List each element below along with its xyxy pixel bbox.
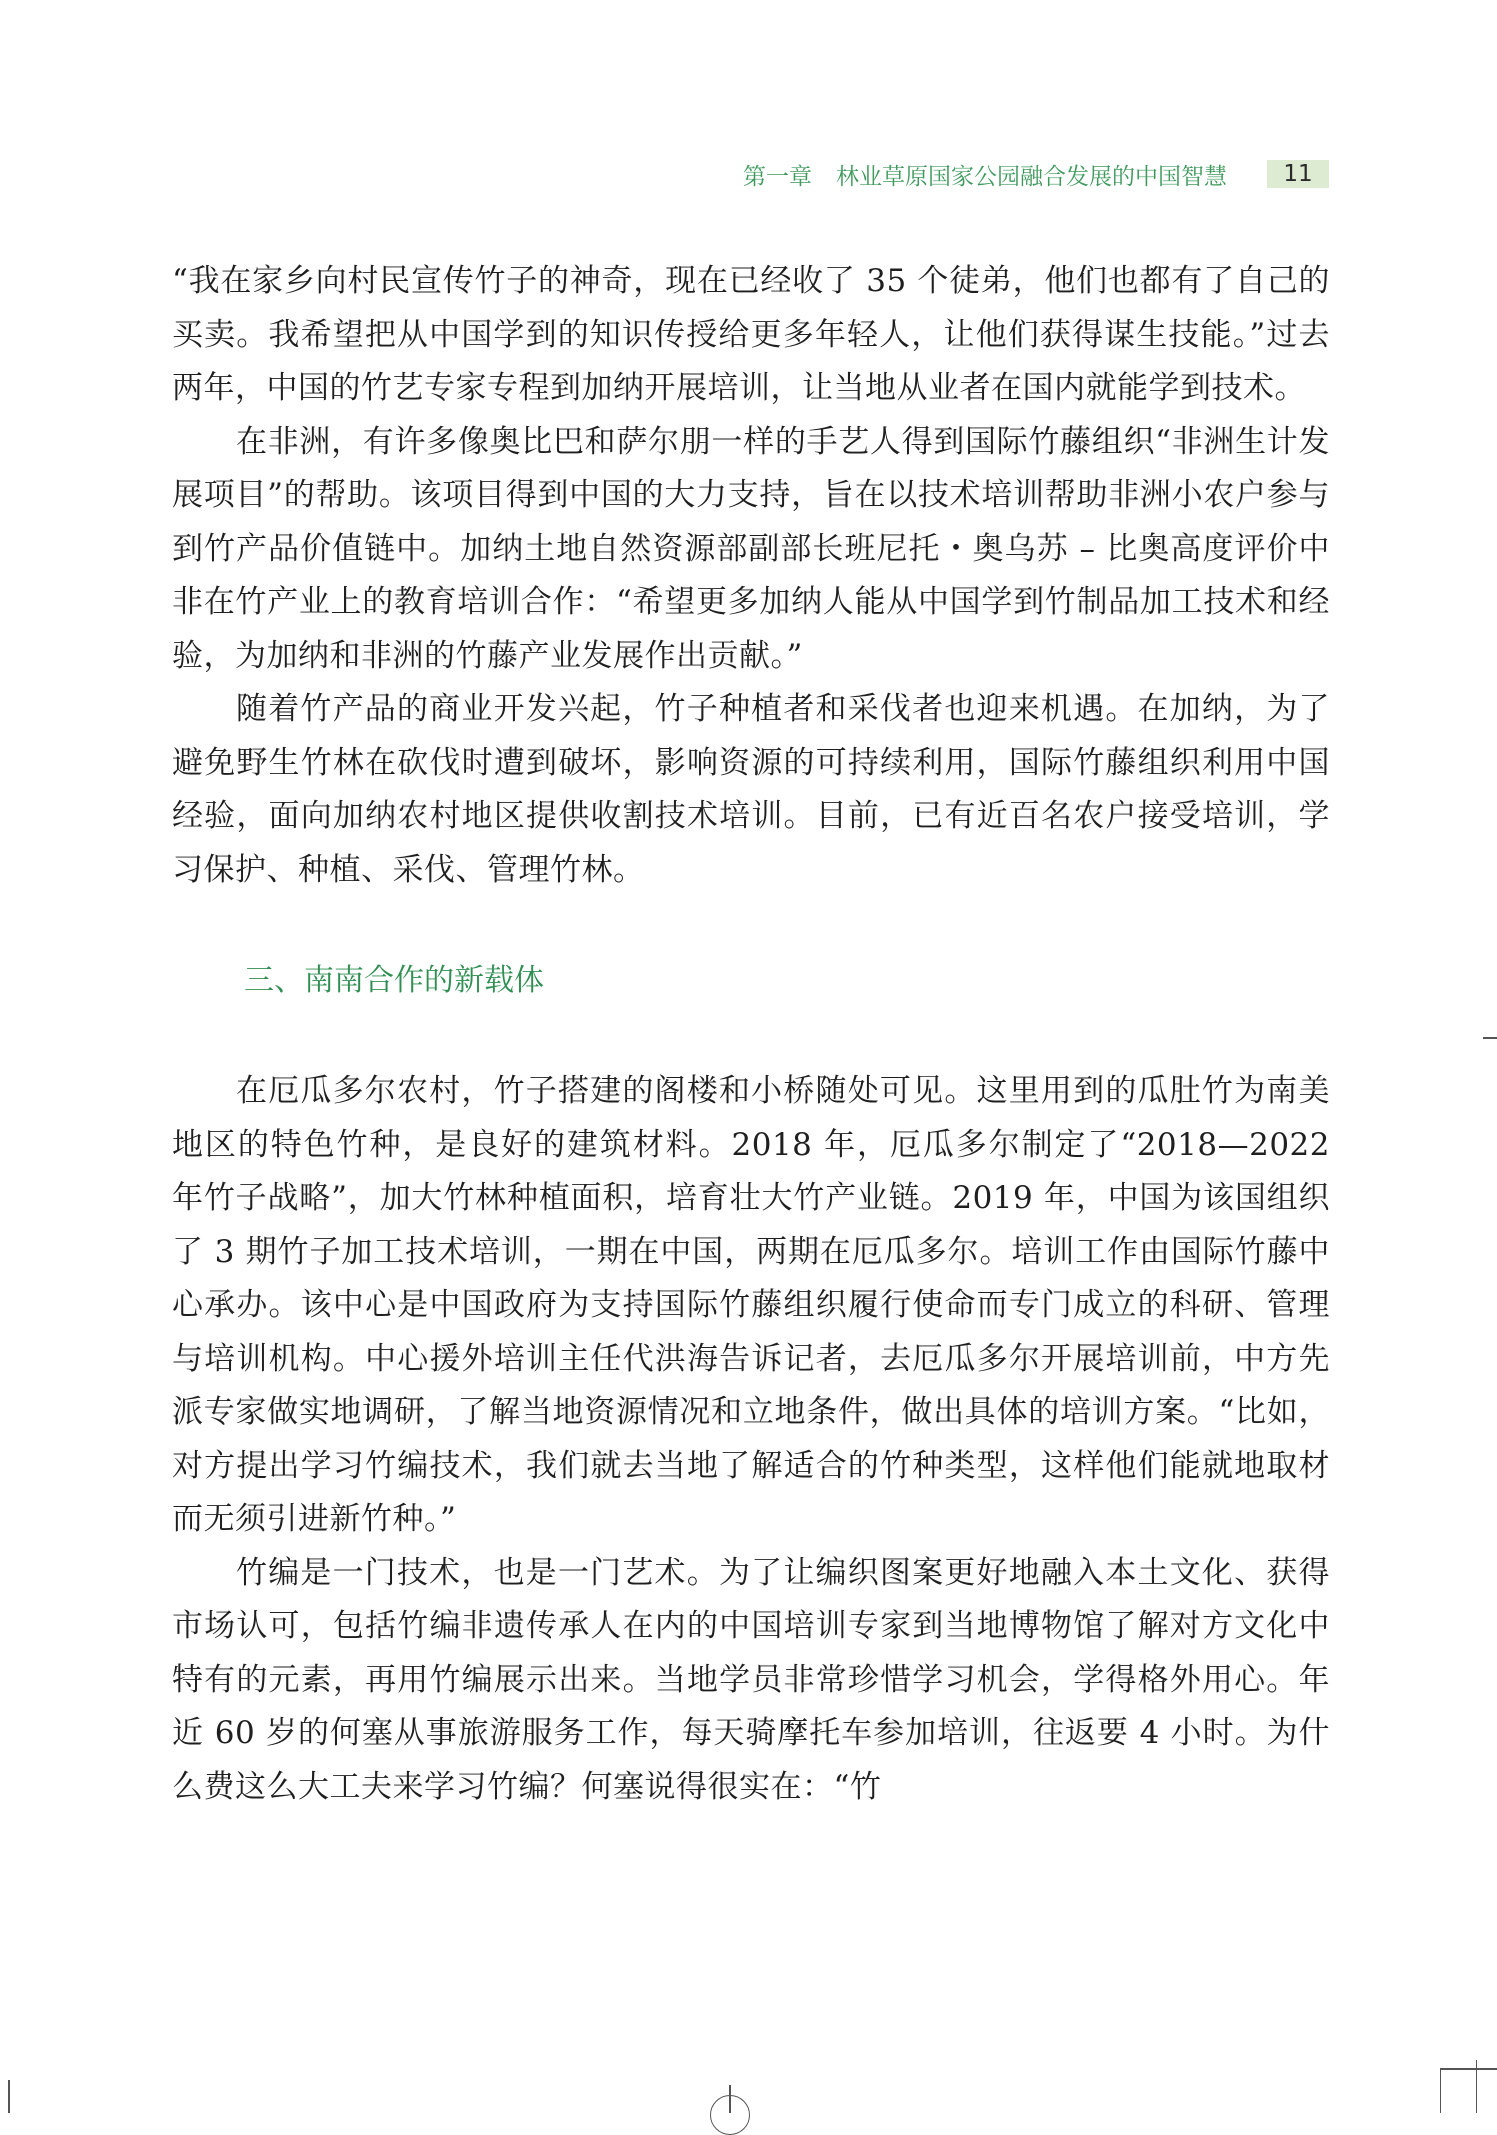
- running-header: [743, 160, 1329, 188]
- crop-mark-bottom-right-inner: [1440, 2068, 1442, 2113]
- page-number: 11: [1267, 160, 1329, 188]
- crop-mark-bottom-right-horizontal: [1441, 2068, 1497, 2070]
- crop-mark-bottom-left: [8, 2080, 10, 2113]
- crop-mark-right-middle: [1483, 1037, 1497, 1039]
- paragraph: 在非洲，有许多像奥比巴和萨尔朋一样的手艺人得到国际竹藤组织“非洲生计发展项目”的帮助。该项目得到中国的大力支持，旨在以技术培训帮助非洲小农户参与到竹产品价值链中。加纳土地自然资源部副部长班尼托・奥乌苏 – 比奥高度评价中非在竹产业上的教育培训合作：“希望更多加纳人能从中国学到竹制品加工技术和经验，为加纳和非洲的竹藤产业发展作出贡献。”: [172, 423, 1330, 674]
- paragraph: 竹编是一门技术，也是一门艺术。为了让编织图案更好地融入本土文化、获得市场认可，包括竹编非遗传承人在内的中国培训专家到当地博物馆了解对方文化中特有的元素，再用竹编展示出来。当地学员非常珍惜学习机会，学得格外用心。年近 60 岁的何塞从事旅游服务工作，每天骑摩托车参加培训，往返要 4 小时。为什么费这么大工夫来学习竹编？何塞说得很实在：“竹: [172, 1554, 1330, 1805]
- body-text: [172, 255, 1330, 1814]
- paragraph: 随着竹产品的商业开发兴起，竹子种植者和采伐者也迎来机遇。在加纳，为了避免野生竹林在砍伐时遭到破坏，影响资源的可持续利用，国际竹藤组织利用中国经验，面向加纳农村地区提供收割技术培训。目前，已有近百名农户接受培训，学习保护、种植、采伐、管理竹林。: [172, 691, 1330, 888]
- registration-mark-vertical: [729, 2085, 731, 2113]
- chapter-title: 林业草原国家公园融合发展的中国智慧: [836, 163, 1227, 190]
- paragraph: 在厄瓜多尔农村，竹子搭建的阁楼和小桥随处可见。这里用到的瓜肚竹为南美地区的特色竹种，是良好的建筑材料。2018 年，厄瓜多尔制定了“2018—2022 年竹子战略”，加大竹林种植面积，培育壮大竹产业链。2019 年，中国为该国组织了 3 期竹子加工技术培训，一期在中国，两期在厄瓜多尔。培训工作由国际竹藤中心承办。该中心是中国政府为支持国际竹藤组织履行使命而专门成立的科研、管理与培训机构。中心援外培训主任代洪海告诉记者，去厄瓜多尔开展培训前，中方先派专家做实地调研，了解当地资源情况和立地条件，做出具体的培训方案。“比如，对方提出学习竹编技术，我们就去当地了解适合的竹种类型，这样他们能就地取材而无须引进新竹种。”: [172, 1073, 1330, 1537]
- paragraph: “我在家乡向村民宣传竹子的神奇，现在已经收了 35 个徒弟，他们也都有了自己的买卖。我希望把从中国学到的知识传授给更多年轻人，让他们获得谋生技能。”过去两年，中国的竹艺专家专程到加纳开展培训，让当地从业者在国内就能学到技术。: [172, 263, 1330, 406]
- section-heading: 三、南南合作的新载体: [244, 963, 544, 998]
- chapter-number: 第一章: [743, 163, 812, 190]
